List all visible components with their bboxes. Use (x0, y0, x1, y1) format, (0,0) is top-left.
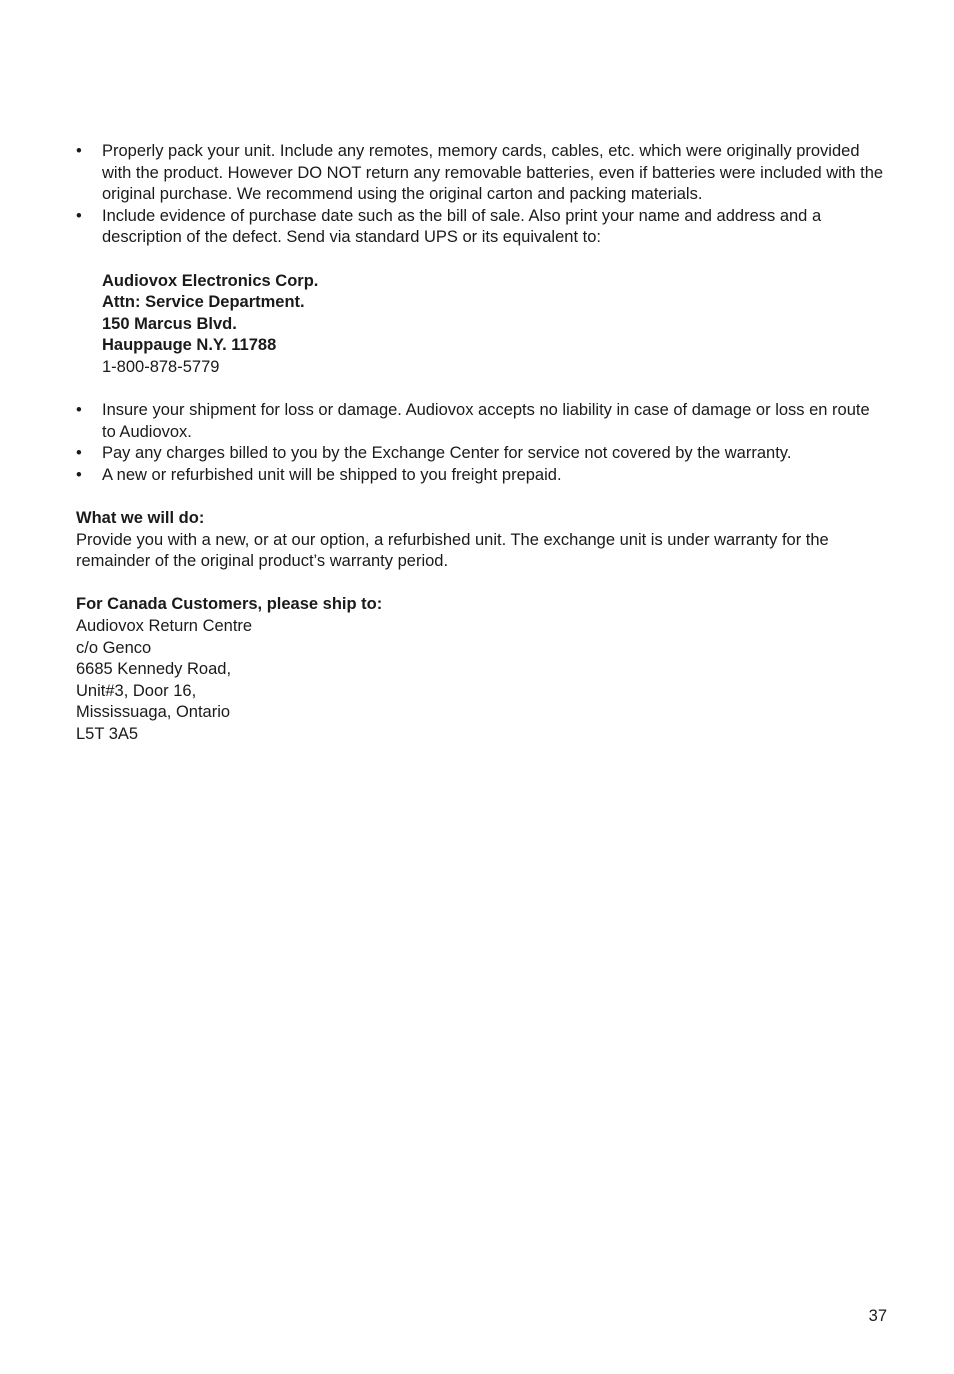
address-attn: Attn: Service Department. (102, 293, 305, 312)
list-item (76, 400, 886, 443)
list-item-text: Pay any charges billed to you by the Exchange Center for service not covered by the warranty. (102, 444, 792, 463)
canada-address-line: 6685 Kennedy Road, (76, 660, 232, 679)
section-heading: What we will do: (76, 509, 205, 528)
canada-address-line: Mississuaga, Ontario (76, 703, 231, 722)
address-phone: 1-800-878-5779 (102, 357, 220, 376)
bullet-icon: • (76, 465, 82, 484)
bullet-icon: • (76, 444, 82, 463)
canada-address-line: c/o Genco (76, 638, 152, 657)
list-item (76, 443, 886, 465)
list-item (76, 465, 886, 487)
page-content (76, 141, 886, 746)
address-street: 150 Marcus Blvd. (102, 314, 237, 333)
address-city: Hauppauge N.Y. 11788 (102, 336, 277, 355)
shipping-instructions-list (76, 141, 886, 249)
page-number: 37 (868, 1307, 887, 1325)
list-item (76, 206, 886, 249)
canada-address-line: Unit#3, Door 16, (76, 681, 197, 700)
service-address (76, 271, 886, 379)
bullet-icon: • (76, 142, 82, 160)
bullet-icon: • (76, 206, 82, 225)
section-heading: For Canada Customers, please ship to: (76, 595, 383, 614)
list-item-text: Insure your shipment for loss or damage. Audiovox accepts no liability in case of damage or loss en route to Audiovox. (102, 401, 870, 441)
address-company: Audiovox Electronics Corp. (102, 271, 319, 290)
list-item-text: Include evidence of purchase date such as the bill of sale. Also print your name and address and a description of the defect. Send via standard UPS or its equivalent to: (102, 206, 822, 247)
canada-address-line: L5T 3A5 (76, 725, 139, 744)
section-text: Provide you with a new, or at our option, a refurbished unit. The exchange unit is under warranty for the remainder of the original product’s warranty period. (76, 530, 829, 571)
what-we-will-do-section (76, 508, 886, 573)
list-item-text: A new or refurbished unit will be shipped to you freight prepaid. (102, 465, 562, 484)
list-item (76, 141, 886, 206)
list-item-text: Properly pack your unit. Include any remotes, memory cards, cables, etc. which were originally provided with the product. However DO NOT return any removable batteries, even if batteries were included with the original purchase. We recommend using the original carton and packing materials. (102, 142, 884, 204)
shipment-terms-list (76, 400, 886, 486)
canada-address-line: Audiovox Return Centre (76, 617, 253, 636)
bullet-icon: • (76, 401, 82, 420)
canada-section (76, 594, 886, 745)
